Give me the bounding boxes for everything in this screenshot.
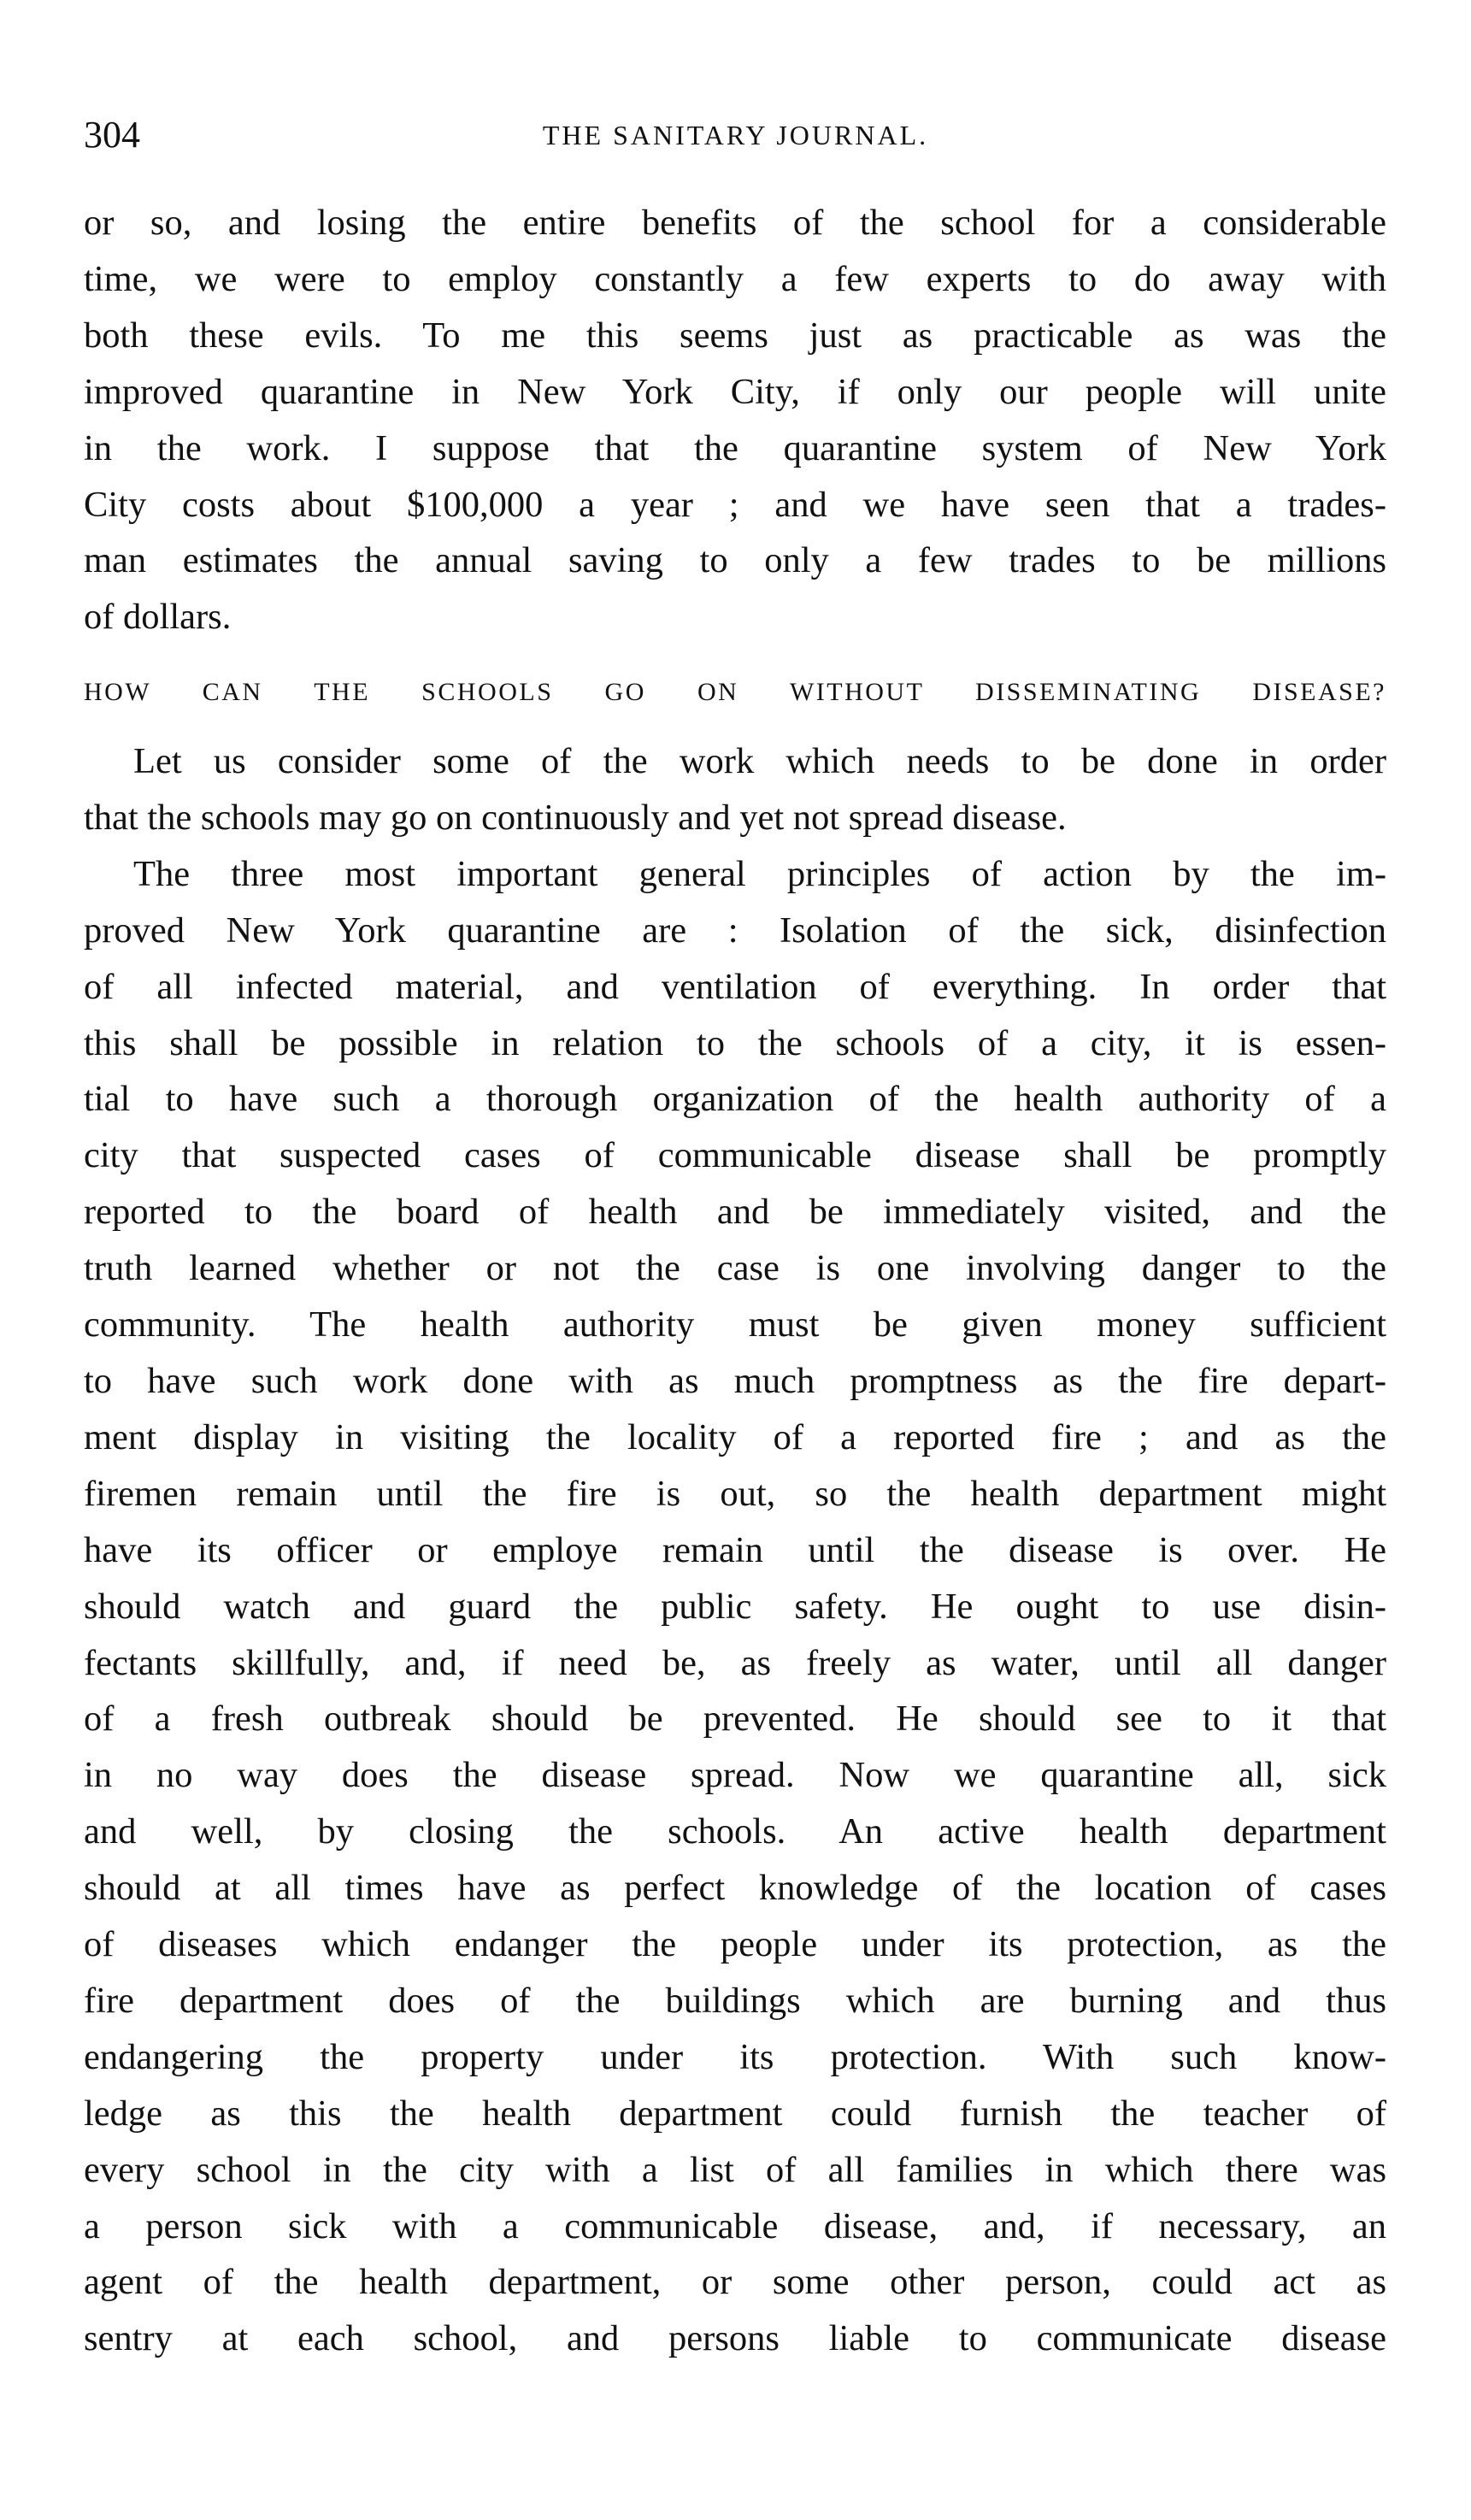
text-line: or so, and losing the entire benefits of the school for a considerable [84, 203, 1386, 243]
text-line: of all infected material, and ventilation of everything. In order that [84, 966, 1386, 1007]
text-line: man estimates the annual saving to only a few trades to be millions [84, 540, 1386, 581]
text-line: should watch and guard the public safety. He ought to use disin- [84, 1586, 1386, 1627]
page-number: 304 [84, 114, 140, 156]
text-line: proved New York quarantine are : Isolation of the sick, disinfection [84, 910, 1386, 951]
text-line: tial to have such a thorough organization of the health authority of a [84, 1079, 1386, 1120]
text-line: City costs about $100,000 a year ; and we have seen that a trades- [84, 484, 1386, 525]
text-line: reported to the board of health and be immediately visited, and the [84, 1192, 1386, 1233]
paragraph-consider [84, 733, 1386, 846]
text-line: improved quarantine in New York City, if only our people will unite [84, 371, 1386, 412]
text-line: a person sick with a communicable disease, and, if necessary, an [84, 2205, 1386, 2246]
text-line: in no way does the disease spread. Now we quarantine all, sick [84, 1755, 1386, 1796]
text-line: city that suspected cases of communicable disease shall be promptly [84, 1135, 1386, 1176]
text-line: agent of the health department, or some other person, could act as [84, 2262, 1386, 2303]
text-line: every school in the city with a list of all families in which there was [84, 2149, 1386, 2190]
text-line: have its officer or employe remain until the disease is over. He [84, 1529, 1386, 1570]
text-line: endangering the property under its protection. With such know- [84, 2036, 1386, 2077]
text-line: in the work. I suppose that the quarantine system of New York [84, 427, 1386, 468]
text-line: Let us consider some of the work which needs to be done in order [133, 741, 1386, 781]
text-line: sentry at each school, and persons liable to communicate disease [84, 2318, 1386, 2359]
text-line: of diseases which endanger the people under its protection, as the [84, 1924, 1386, 1965]
text-line: and well, by closing the schools. An active health department [84, 1811, 1386, 1852]
paragraph-principles [84, 846, 1386, 2367]
text-line: firemen remain until the fire is out, so the health department might [84, 1473, 1386, 1514]
text-line: community. The health authority must be given money sufficient [84, 1304, 1386, 1345]
text-line: fectants skillfully, and, if need be, as freely as water, until all danger [84, 1642, 1386, 1683]
text-line: this shall be possible in relation to the schools of a city, it is essen- [84, 1022, 1386, 1063]
text-line: ment display in visiting the locality of a reported fire ; and as the [84, 1416, 1386, 1457]
text-line: ledge as this the health department could furnish the teacher of [84, 2093, 1386, 2134]
text-line: of a fresh outbreak should be prevented. He should see to it that [84, 1699, 1386, 1740]
running-head [84, 109, 1387, 161]
text-line: to have such work done with as much promptness as the fire depart- [84, 1360, 1386, 1401]
text-line: fire department does of the buildings which are burning and thus [84, 1980, 1386, 2021]
text-line: The three most important general principles of action by the im- [133, 853, 1386, 894]
body-paragraphs [84, 733, 1386, 2367]
section-heading: HOW CAN THE SCHOOLS GO ON WITHOUT DISSEMINATING DISEASE? [84, 678, 1386, 706]
text-line: of dollars. [84, 597, 232, 638]
journal-title: THE SANITARY JOURNAL. [542, 120, 929, 150]
text-line: time, we were to employ constantly a few experts to do away with [84, 258, 1386, 299]
text-line: both these evils. To me this seems just as practicable as was the [84, 315, 1386, 356]
text-line: truth learned whether or not the case is one involving danger to the [84, 1248, 1386, 1289]
text-line: should at all times have as perfect knowledge of the location of cases [84, 1868, 1386, 1909]
paragraph-continued [84, 195, 1386, 645]
text-line: that the schools may go on continuously and yet not spread disease. [84, 797, 1067, 838]
